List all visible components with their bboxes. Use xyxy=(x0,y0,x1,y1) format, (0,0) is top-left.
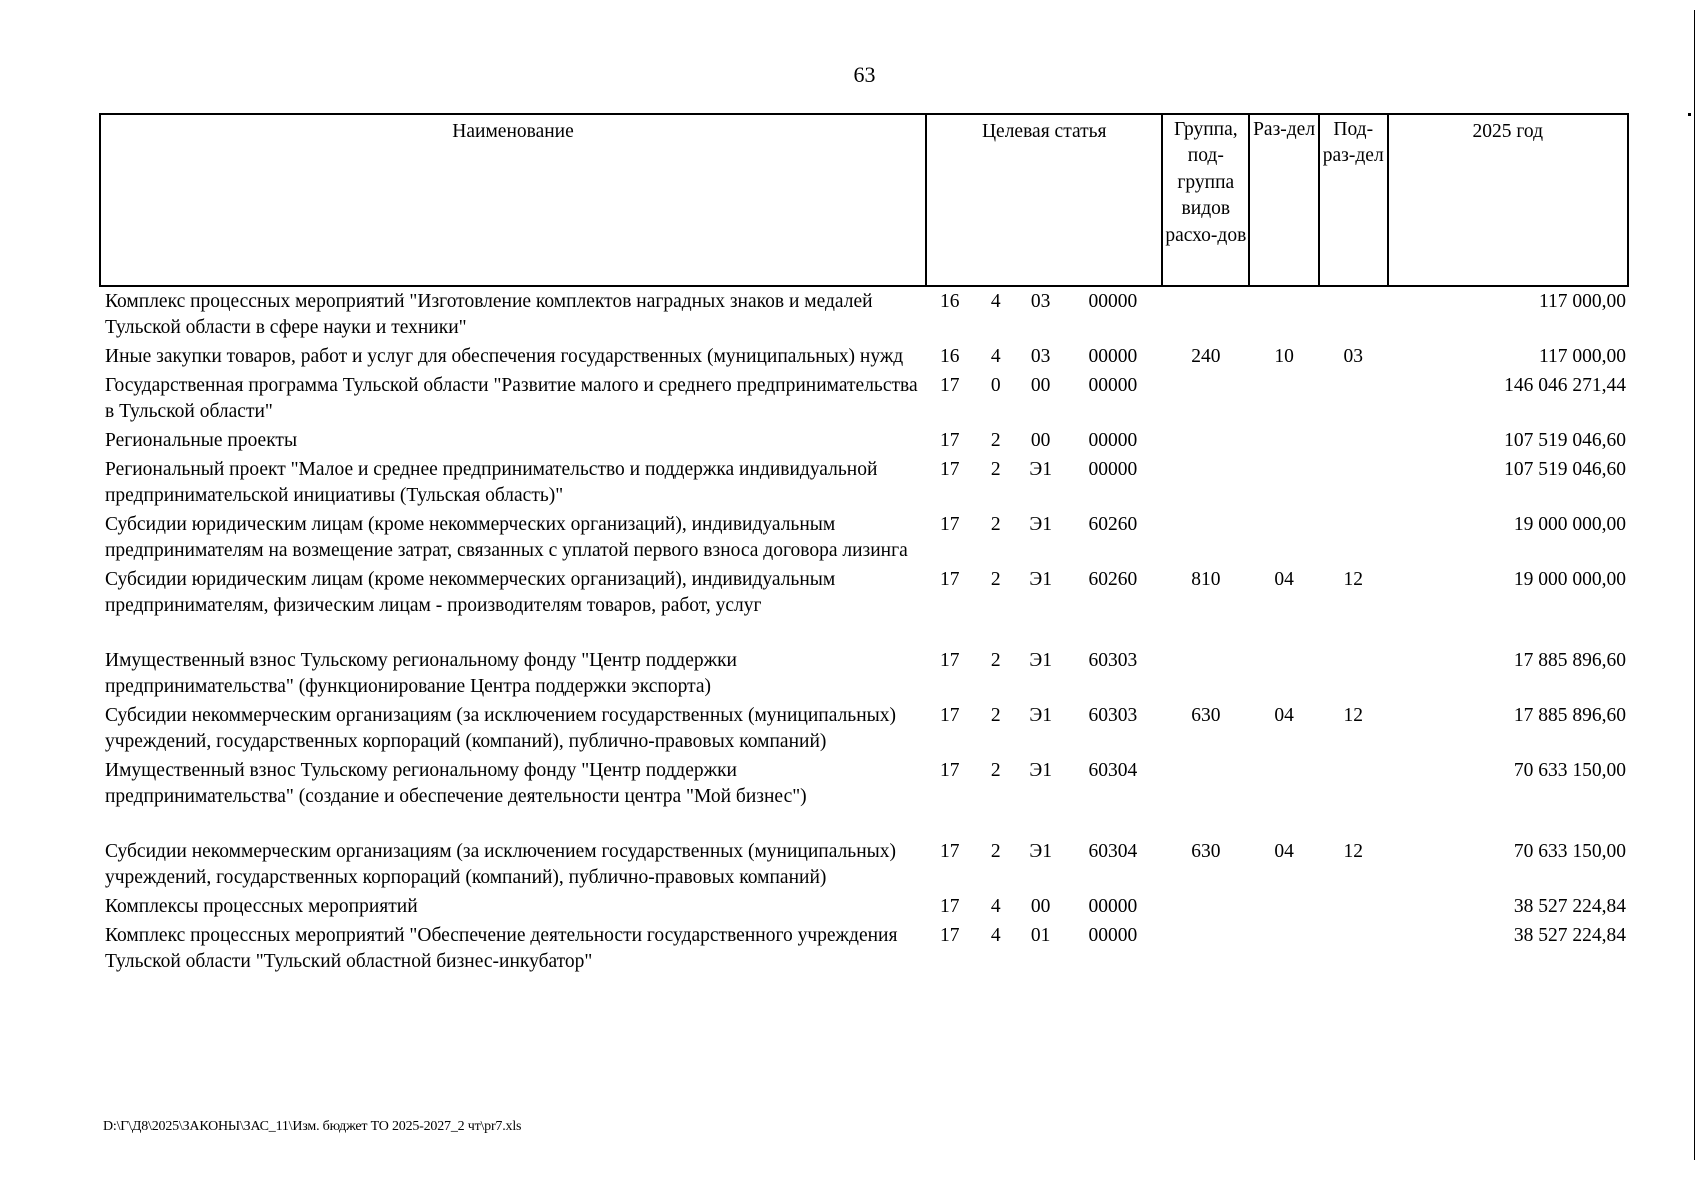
target-article-direction: 00000 xyxy=(1088,896,1138,917)
row-name: Комплекс процессных мероприятий "Изготовление комплектов наградных знаков и медалей Тульской области в сфере науки и техники" xyxy=(105,291,873,338)
subsection-code xyxy=(1319,756,1388,837)
row-name: Субсидии юридическим лицам (кроме некоммерческих организаций), индивидуальным предпринимателям, физическим лицам - производителям товаров, работ, услуг xyxy=(105,569,836,616)
subsection-code: 12 xyxy=(1343,841,1363,862)
row-name: Субсидии некоммерческим организациям (за исключением государственных (муниципальных) учреждений, государственных корпораций (компаний), публично-правовых компаний) xyxy=(105,705,896,752)
row-amount: 19 000 000,00 xyxy=(1513,569,1626,590)
target-article-direction: 60260 xyxy=(1088,514,1138,535)
section-code xyxy=(1249,921,1319,976)
budget-table xyxy=(99,113,1629,976)
target-article-type: 4 xyxy=(990,925,1001,946)
subsection-code xyxy=(1319,455,1388,510)
target-article-type: 2 xyxy=(990,760,1001,781)
row-amount: 117 000,00 xyxy=(1538,291,1626,312)
row-amount: 19 000 000,00 xyxy=(1513,514,1626,535)
section-code xyxy=(1249,455,1319,510)
target-article-direction: 00000 xyxy=(1088,430,1138,451)
expense-group-code xyxy=(1162,756,1249,837)
target-article-program: 17 xyxy=(940,925,960,946)
target-article-direction: 00000 xyxy=(1088,925,1138,946)
header-target-article: Целевая статья xyxy=(926,114,1162,286)
target-article-type: 4 xyxy=(990,291,1001,312)
table-row xyxy=(100,756,1628,837)
target-article-program: 17 xyxy=(940,430,960,451)
row-amount: 38 527 224,84 xyxy=(1513,925,1626,946)
header-name: Наименование xyxy=(100,114,926,286)
target-article-program: 17 xyxy=(940,569,960,590)
target-article-type: 2 xyxy=(990,430,1001,451)
target-article-direction: 00000 xyxy=(1088,346,1138,367)
target-article-event: 00 xyxy=(1030,430,1051,451)
section-code xyxy=(1249,646,1319,701)
row-amount: 17 885 896,60 xyxy=(1513,650,1626,671)
expense-group-code xyxy=(1162,921,1249,976)
table-row xyxy=(100,510,1628,565)
table-row xyxy=(100,426,1628,455)
table-row xyxy=(100,892,1628,921)
row-amount: 38 527 224,84 xyxy=(1513,896,1626,917)
expense-group-code: 240 xyxy=(1191,346,1221,367)
subsection-code xyxy=(1319,286,1388,342)
row-name: Комплексы процессных мероприятий xyxy=(105,896,418,917)
subsection-code xyxy=(1319,646,1388,701)
target-article-event: 00 xyxy=(1030,375,1051,396)
target-article-type: 2 xyxy=(990,514,1001,535)
row-name: Региональные проекты xyxy=(105,430,298,451)
section-code xyxy=(1249,756,1319,837)
expense-group-code xyxy=(1162,646,1249,701)
expense-group-code xyxy=(1162,286,1249,342)
section-code xyxy=(1249,371,1319,426)
page-number: 63 xyxy=(853,62,876,87)
row-amount: 17 885 896,60 xyxy=(1513,705,1626,726)
expense-group-code: 630 xyxy=(1191,841,1221,862)
row-name: Государственная программа Тульской области "Развитие малого и среднего предпринимательства в Тульской области" xyxy=(105,375,918,422)
header-expense-group: Группа, под-группа видов расхо-дов xyxy=(1162,114,1249,286)
row-amount: 70 633 150,00 xyxy=(1513,760,1626,781)
target-article-event: Э1 xyxy=(1029,459,1052,480)
section-code: 10 xyxy=(1274,346,1294,367)
header-section: Раз-дел xyxy=(1249,114,1319,286)
table-body xyxy=(100,286,1628,976)
target-article-type: 4 xyxy=(990,346,1001,367)
target-article-program: 17 xyxy=(940,375,960,396)
target-article-direction: 00000 xyxy=(1088,459,1138,480)
table-row xyxy=(100,565,1628,646)
target-article-event: 03 xyxy=(1030,346,1051,367)
section-code xyxy=(1249,286,1319,342)
table-row xyxy=(100,455,1628,510)
section-code: 04 xyxy=(1274,841,1294,862)
row-name: Имущественный взнос Тульскому региональному фонду "Центр поддержки предпринимательства" (функционирование Центра поддержки экспорта) xyxy=(105,650,737,697)
target-article-program: 17 xyxy=(940,514,960,535)
target-article-direction: 60303 xyxy=(1088,705,1138,726)
target-article-program: 16 xyxy=(940,346,960,367)
subsection-code xyxy=(1319,921,1388,976)
target-article-program: 17 xyxy=(940,841,960,862)
target-article-type: 0 xyxy=(990,375,1001,396)
subsection-code xyxy=(1319,426,1388,455)
table-row xyxy=(100,286,1628,342)
target-article-event: 03 xyxy=(1030,291,1051,312)
target-article-event: 00 xyxy=(1030,896,1051,917)
subsection-code: 03 xyxy=(1343,346,1363,367)
subsection-code xyxy=(1319,510,1388,565)
target-article-type: 2 xyxy=(990,459,1001,480)
target-article-type: 2 xyxy=(990,650,1001,671)
row-name: Иные закупки товаров, работ и услуг для обеспечения государственных (муниципальных) нужд xyxy=(105,346,904,367)
target-article-direction: 00000 xyxy=(1088,375,1138,396)
section-code xyxy=(1249,892,1319,921)
target-article-event: Э1 xyxy=(1029,514,1052,535)
row-amount: 107 519 046,60 xyxy=(1504,459,1626,480)
section-code xyxy=(1249,510,1319,565)
target-article-direction: 60304 xyxy=(1088,760,1138,781)
expense-group-code xyxy=(1162,892,1249,921)
target-article-event: Э1 xyxy=(1029,569,1052,590)
row-name: Комплекс процессных мероприятий "Обеспечение деятельности государственного учреждения Тульской области "Тульский областной бизнес-инкубатор" xyxy=(105,925,898,972)
row-name: Субсидии некоммерческим организациям (за исключением государственных (муниципальных) учреждений, государственных корпораций (компаний), публично-правовых компаний) xyxy=(105,841,896,888)
target-article-event: 01 xyxy=(1030,925,1051,946)
expense-group-code xyxy=(1162,426,1249,455)
target-article-type: 2 xyxy=(990,569,1001,590)
target-article-type: 4 xyxy=(990,896,1001,917)
target-article-program: 16 xyxy=(940,291,960,312)
table-row xyxy=(100,342,1628,371)
target-article-program: 17 xyxy=(940,896,960,917)
subsection-code: 12 xyxy=(1343,705,1363,726)
row-amount: 117 000,00 xyxy=(1538,346,1626,367)
expense-group-code: 630 xyxy=(1191,705,1221,726)
target-article-program: 17 xyxy=(940,705,960,726)
target-article-type: 2 xyxy=(990,841,1001,862)
expense-group-code: 810 xyxy=(1191,569,1221,590)
target-article-direction: 00000 xyxy=(1088,291,1138,312)
scan-edge-mark xyxy=(1688,113,1691,116)
expense-group-code xyxy=(1162,510,1249,565)
subsection-code: 12 xyxy=(1343,569,1363,590)
row-amount: 107 519 046,60 xyxy=(1504,430,1626,451)
row-amount: 146 046 271,44 xyxy=(1504,375,1626,396)
target-article-program: 17 xyxy=(940,760,960,781)
footer-file-path: D:\Г\Д8\2025\ЗАКОНЫ\ЗАС_11\Изм. бюджет ТО 2025-2027_2 чт\pr7.xls xyxy=(103,1119,522,1134)
target-article-direction: 60303 xyxy=(1088,650,1138,671)
target-article-event: Э1 xyxy=(1029,650,1052,671)
section-code: 04 xyxy=(1274,569,1294,590)
target-article-type: 2 xyxy=(990,705,1001,726)
expense-group-code xyxy=(1162,455,1249,510)
table-header xyxy=(100,114,1628,286)
row-name: Региональный проект "Малое и среднее предпринимательство и поддержка индивидуальной предпринимательской инициативы (Тульская область)" xyxy=(105,459,878,506)
table-row xyxy=(100,701,1628,756)
table-row xyxy=(100,921,1628,976)
target-article-direction: 60304 xyxy=(1088,841,1138,862)
table-row xyxy=(100,837,1628,892)
expense-group-code xyxy=(1162,371,1249,426)
subsection-code xyxy=(1319,371,1388,426)
target-article-direction: 60260 xyxy=(1088,569,1138,590)
target-article-program: 17 xyxy=(940,459,960,480)
target-article-program: 17 xyxy=(940,650,960,671)
row-amount: 70 633 150,00 xyxy=(1513,841,1626,862)
header-subsection: Под-раз-дел xyxy=(1319,114,1388,286)
target-article-event: Э1 xyxy=(1029,760,1052,781)
table-row xyxy=(100,371,1628,426)
header-year: 2025 год xyxy=(1388,114,1628,286)
scan-edge-line xyxy=(1694,10,1695,1160)
section-code xyxy=(1249,426,1319,455)
target-article-event: Э1 xyxy=(1029,705,1052,726)
row-name: Имущественный взнос Тульскому региональному фонду "Центр поддержки предпринимательства" (создание и обеспечение деятельности центра "Мой бизнес") xyxy=(105,760,807,807)
section-code: 04 xyxy=(1274,705,1294,726)
target-article-event: Э1 xyxy=(1029,841,1052,862)
table-row xyxy=(100,646,1628,701)
row-name: Субсидии юридическим лицам (кроме некоммерческих организаций), индивидуальным предпринимателям на возмещение затрат, связанных с уплатой первого взноса договора лизинга xyxy=(105,514,908,561)
subsection-code xyxy=(1319,892,1388,921)
